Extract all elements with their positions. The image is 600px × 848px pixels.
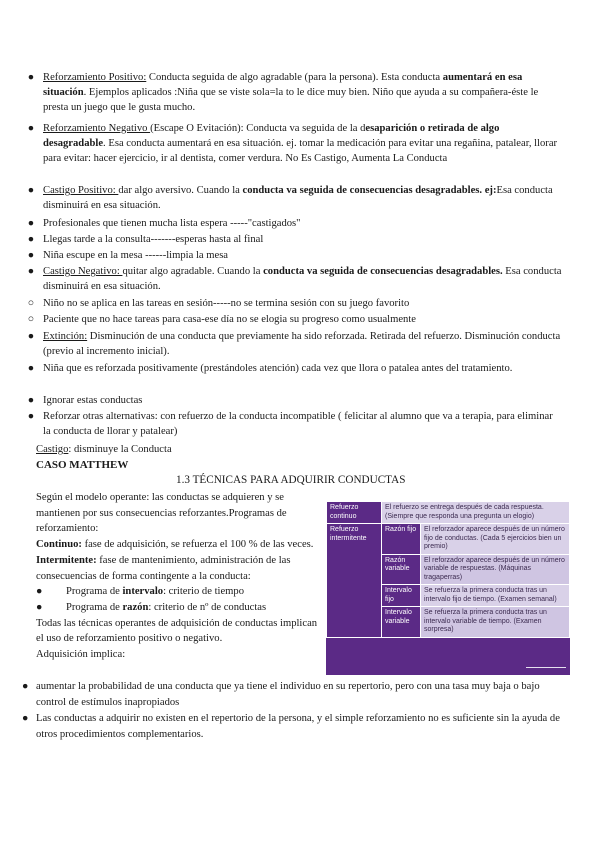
list-item: ● aumentar la probabilidad de una conducta que ya tiene el individuo en su repertorio, pero con una tasa muy baja o bajo control de estímulos inapropiados [22, 681, 540, 708]
bullet-icon: ● [27, 123, 35, 134]
divider [526, 667, 566, 668]
list-item: ○ Paciente que no hace tareas para casa-ese día no se elogia su progreso como usualmente [43, 312, 563, 327]
list-item: ● Llegas tarde a la consulta-------esperas hasta al final [43, 232, 563, 247]
section-heading: CASO MATTHEW [36, 459, 129, 471]
table-cell: El refuerzo se entrega después de cada respuesta. (Siempre que responda una pregunta un elogio) [382, 502, 570, 524]
bullet-icon: ● [27, 331, 35, 342]
table-cell: Razón fijo [382, 524, 421, 555]
adquisicion-paragraph: Adquisición implica: [36, 649, 126, 661]
table-cell: Se refuerza la primera conducta tras un intervalo variable de tiempo. (Examen sorpresa) [421, 607, 570, 638]
bullet-icon: ● [27, 363, 35, 374]
reinforcement-schedule-table [326, 501, 570, 675]
list-item: ○ Niño no se aplica en las tareas en sesión-----no se termina sesión con su juego favorito [43, 296, 563, 311]
table-cell: El reforzador aparece después de un número variable de respuestas. (Máquinas tragaperras) [421, 554, 570, 585]
table-cell: Refuerzo continuo [327, 502, 382, 524]
bullet-icon: ● [27, 218, 35, 229]
bullet-icon: ● [22, 713, 29, 724]
list-item: ● Profesionales que tienen mucha lista espera -----"castigados" [43, 216, 563, 231]
intermitente-paragraph: Intermitente: fase de mantenimiento, administración de las consecuencias de forma contingente a la conducta: [36, 554, 291, 582]
castigo-note: Castigo: disminuye la Conducta [36, 444, 172, 455]
bullet-icon: ● [27, 250, 35, 261]
continuo-paragraph: Continuo: fase de adquisición, se refuerza el 100 % de las veces. [36, 539, 314, 551]
section-title: 1.3 TÉCNICAS PARA ADQUIRIR CONDUCTAS [176, 474, 406, 486]
table-cell: Razón variable [382, 554, 421, 585]
bullet-icon: ● [27, 185, 35, 196]
bullet-icon: ● [27, 234, 35, 245]
list-item-reforzamiento-positivo: ● Reforzamiento Positivo: Conducta seguida de algo agradable (para la persona). Esta conducta aumentará en esa situación. Ejemplos aplicados :Niña que se viste sola=la to le dice muy bien. Niño que ayuda a su compañera-éste le presta un juego que le gusta mucho. [43, 70, 563, 116]
bullet-icon: ● [27, 72, 35, 83]
table-cell: El reforzador aparece después de un número fijo de conductas. (Cada 5 ejercicios bien un premio) [421, 524, 570, 555]
list-item: ● Niña que es reforzada positivamente (prestándoles atención) cada vez que llora o patalea antes del tratamiento. [43, 361, 563, 376]
table-row [327, 502, 570, 524]
bullet-icon: ● [36, 601, 43, 613]
table-cell: Refuerzo intermitente [327, 524, 382, 638]
list-item-castigo-negativo: ● Castigo Negativo: quitar algo agradable. Cuando la conducta va seguida de consecuencias desagradables. Esa conducta disminuirá en esa situación. [43, 264, 563, 294]
list-item: ● Niña escupe en la mesa ------limpia la mesa [43, 248, 563, 263]
program-interval: ● Programa de intervalo: criterio de tiempo [36, 584, 321, 600]
program-ratio: ● Programa de razón: criterio de nº de conductas [36, 600, 321, 616]
list-item: ● Reforzar otras alternativas: con refuerzo de la conducta incompatible ( felicitar al alumno que va a terapia, para eliminar la conducta de llorar y patalear) [43, 409, 563, 439]
bullet-icon: ○ [27, 314, 35, 325]
left-column [36, 490, 321, 663]
table-footer-bar [326, 661, 570, 675]
bullet-icon: ● [27, 266, 35, 277]
table-cell: Intervalo variable [382, 607, 421, 638]
bullet-icon: ○ [27, 298, 35, 309]
table-row [327, 524, 570, 555]
list-item: ● Ignorar estas conductas [43, 393, 563, 408]
table-cell: Intervalo fijo [382, 585, 421, 607]
list-item: ● Las conductas a adquirir no existen en el repertorio de la persona, y el simple reforzamiento no es suficiente sin la ayuda de otros procedimientos complementarios. [22, 713, 560, 740]
bullet-icon: ● [36, 586, 43, 598]
bullet-icon: ● [27, 411, 35, 422]
bullet-icon: ● [27, 395, 35, 406]
intro-paragraph: Según el modelo operante: las conductas se adquieren y se mantienen por sus consecuencias reforzantes.Programas de reforzamiento: [36, 492, 287, 535]
list-item-reforzamiento-negativo: ● Reforzamiento Negativo (Escape O Evitación): Conducta va seguida de la desaparición o retirada de algo desagradable. Esa conducta aumentará en esa situación. ej. tomar la medicación para evitar una regañina, patalear, llorar para evitar: hacer ejercicio, ir al dentista, comer verdura. No Es Castigo, Aumenta La Conducta [43, 121, 563, 167]
tecnicas-paragraph: Todas las técnicas operantes de adquisición de conductas implican el uso de reforzamiento positivo o negativo. [36, 617, 318, 645]
bullet-icon: ● [22, 681, 29, 692]
list-item-extincion: ● Extinción: Disminución de una conducta que previamente ha sido reforzada. Retirada del refuerzo. Disminución conducta (previo al incremento inicial). [43, 329, 563, 359]
list-item-castigo-positivo: ● Castigo Positivo: dar algo aversivo. Cuando la conducta va seguida de consecuencias desagradables. ej:Esa conducta disminuirá en esa situación. [43, 183, 563, 213]
table-cell: Se refuerza la primera conducta tras un intervalo fijo de tiempo. (Examen semanal) [421, 585, 570, 607]
